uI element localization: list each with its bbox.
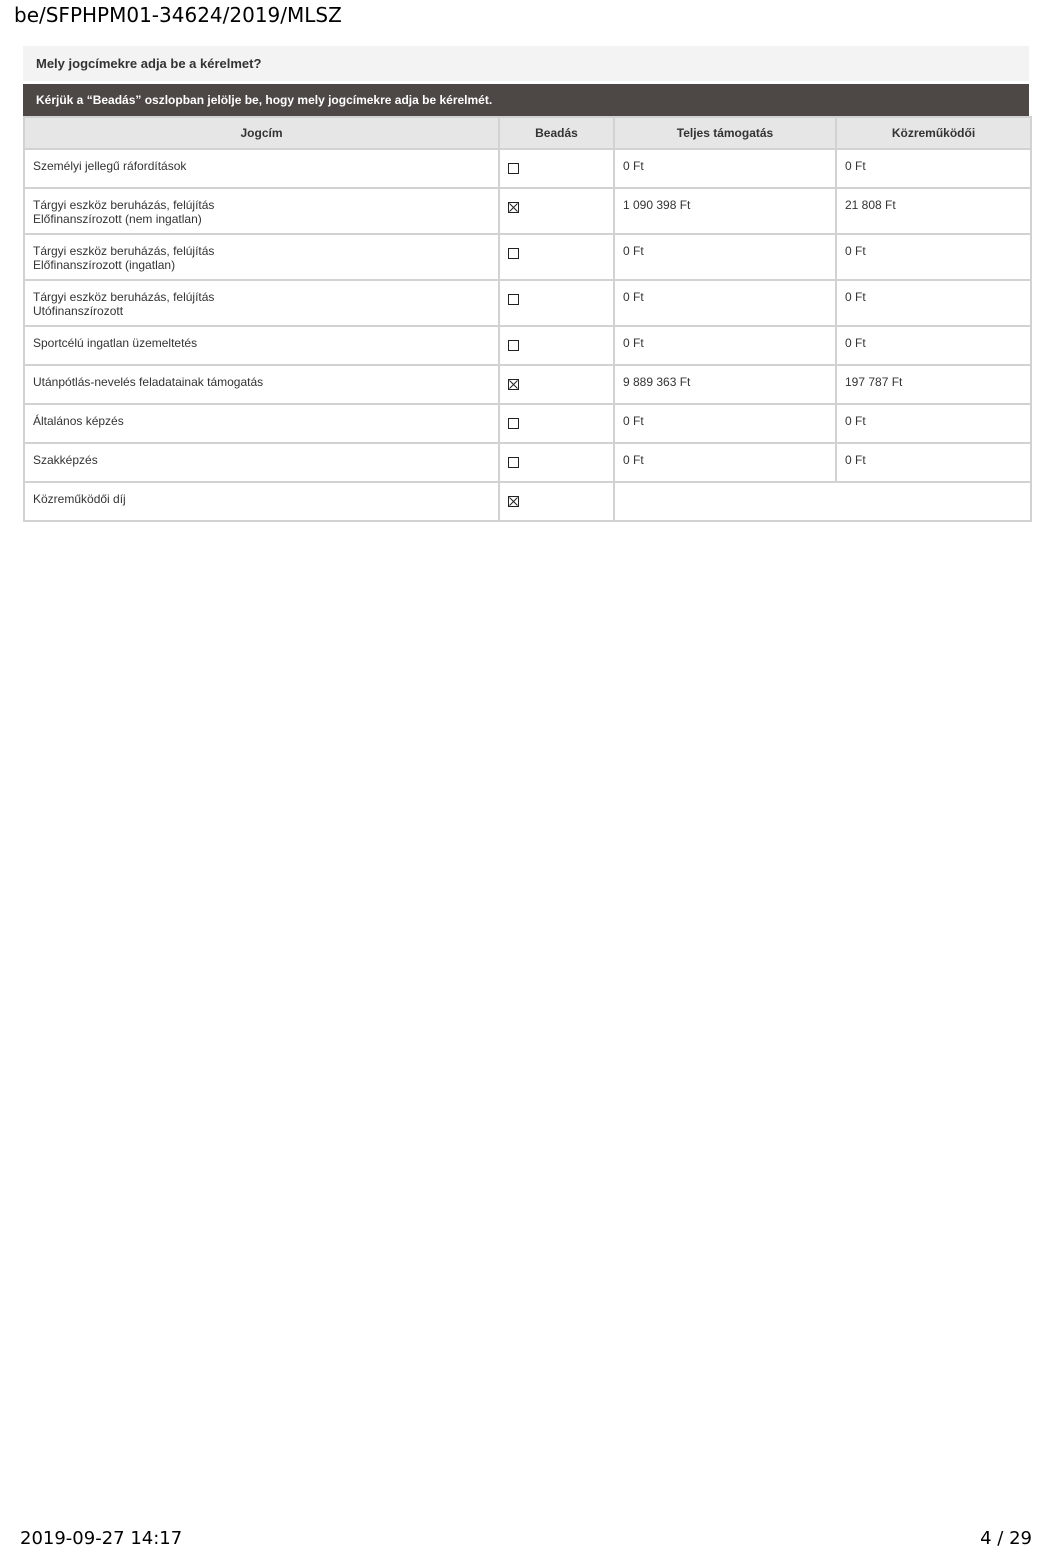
beadas-checkbox[interactable] — [508, 294, 519, 305]
beadas-cell — [499, 404, 614, 443]
table-row — [24, 188, 1031, 234]
jogcim-cell: Tárgyi eszköz beruházás, felújítás Utófinanszírozott — [24, 280, 499, 326]
beadas-cell — [499, 280, 614, 326]
section-question: Mely jogcímekre adja be a kérelmet? — [23, 46, 1029, 81]
table-row — [24, 404, 1031, 443]
column-header-jogcim: Jogcím — [24, 117, 499, 149]
teljes-tamogatas-cell: 0 Ft — [614, 149, 836, 188]
jogcim-cell: Sportcélú ingatlan üzemeltetés — [24, 326, 499, 365]
kozremukodoi-cell: 0 Ft — [836, 404, 1031, 443]
checkmark-x-icon — [509, 497, 518, 506]
table-row — [24, 443, 1031, 482]
jogcim-cell: Általános képzés — [24, 404, 499, 443]
kozremukodoi-cell: 0 Ft — [836, 443, 1031, 482]
checkmark-x-icon — [509, 380, 518, 389]
kozremukodoi-cell: 21 808 Ft — [836, 188, 1031, 234]
empty-amount-cell — [614, 482, 1031, 521]
beadas-cell — [499, 234, 614, 280]
teljes-tamogatas-cell: 0 Ft — [614, 326, 836, 365]
teljes-tamogatas-cell: 9 889 363 Ft — [614, 365, 836, 404]
teljes-tamogatas-cell: 0 Ft — [614, 443, 836, 482]
beadas-checkbox[interactable] — [508, 496, 519, 507]
teljes-tamogatas-cell: 0 Ft — [614, 404, 836, 443]
beadas-cell — [499, 443, 614, 482]
beadas-checkbox[interactable] — [508, 163, 519, 174]
column-header-kozremukodoi: Közreműködői — [836, 117, 1031, 149]
jogcim-table — [23, 116, 1032, 522]
kozremukodoi-cell: 0 Ft — [836, 326, 1031, 365]
table-row — [24, 234, 1031, 280]
jogcim-cell: Utánpótlás-nevelés feladatainak támogatás — [24, 365, 499, 404]
beadas-checkbox[interactable] — [508, 340, 519, 351]
table-row — [24, 326, 1031, 365]
kozremukodoi-cell: 0 Ft — [836, 234, 1031, 280]
beadas-cell — [499, 326, 614, 365]
instruction-bar: Kérjük a “Beadás” oszlopban jelölje be, hogy mely jogcímekre adja be kérelmét. — [23, 84, 1029, 116]
beadas-checkbox[interactable] — [508, 379, 519, 390]
beadas-cell — [499, 188, 614, 234]
beadas-checkbox[interactable] — [508, 248, 519, 259]
kozremukodoi-cell: 0 Ft — [836, 149, 1031, 188]
column-header-beadas: Beadás — [499, 117, 614, 149]
teljes-tamogatas-cell: 0 Ft — [614, 280, 836, 326]
beadas-cell — [499, 149, 614, 188]
jogcim-cell: Közreműködői díj — [24, 482, 499, 521]
beadas-checkbox[interactable] — [508, 457, 519, 468]
beadas-cell — [499, 365, 614, 404]
column-header-teljes-tamogatas: Teljes támogatás — [614, 117, 836, 149]
teljes-tamogatas-cell: 1 090 398 Ft — [614, 188, 836, 234]
table-row — [24, 149, 1031, 188]
table-row — [24, 482, 1031, 521]
table-row — [24, 365, 1031, 404]
kozremukodoi-cell: 197 787 Ft — [836, 365, 1031, 404]
beadas-cell — [499, 482, 614, 521]
document-id: be/SFPHPM01-34624/2019/MLSZ — [14, 3, 342, 27]
teljes-tamogatas-cell: 0 Ft — [614, 234, 836, 280]
kozremukodoi-cell: 0 Ft — [836, 280, 1031, 326]
jogcim-cell: Tárgyi eszköz beruházás, felújítás Előfinanszírozott (ingatlan) — [24, 234, 499, 280]
footer-timestamp: 2019-09-27 14:17 — [20, 1528, 183, 1549]
beadas-checkbox[interactable] — [508, 418, 519, 429]
jogcim-cell: Szakképzés — [24, 443, 499, 482]
beadas-checkbox[interactable] — [508, 202, 519, 213]
jogcim-cell: Tárgyi eszköz beruházás, felújítás Előfinanszírozott (nem ingatlan) — [24, 188, 499, 234]
jogcim-cell: Személyi jellegű ráfordítások — [24, 149, 499, 188]
checkmark-x-icon — [509, 203, 518, 212]
footer-page-number: 4 / 29 — [980, 1528, 1032, 1549]
table-row — [24, 280, 1031, 326]
